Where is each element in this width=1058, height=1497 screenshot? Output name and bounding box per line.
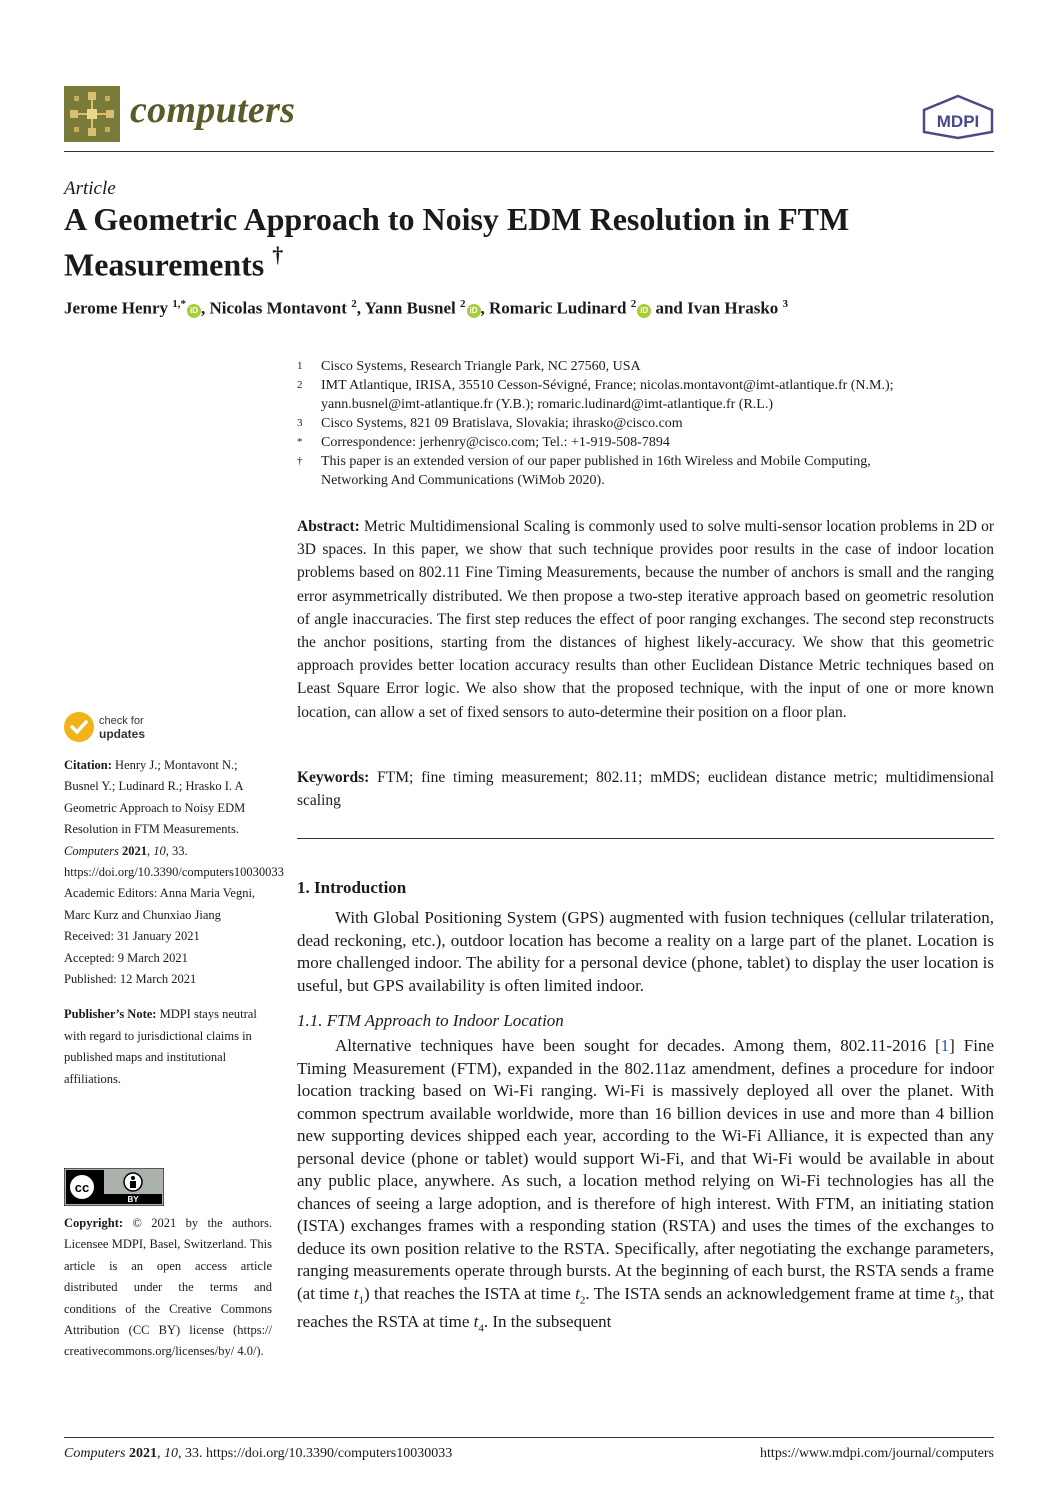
t-var: t	[473, 1312, 479, 1332]
footer-citation: Computers 2021, 10, 33. https://doi.org/10.3390/computers10030033	[64, 1446, 453, 1461]
keywords-label: Keywords:	[297, 769, 370, 786]
affiliation-line: IMT Atlantique, IRISA, 35510 Cesson-Sévigné, France; nicolas.montavont@imt-atlantique.fr (N.M.);	[321, 378, 894, 393]
footer-volume: 10	[163, 1446, 178, 1461]
academic-editors: Academic Editors: Anna Maria Vegni, Marc Kurz and Chunxiao Jiang	[64, 886, 256, 922]
abstract-text: Metric Multidimensional Scaling is commonly used to solve multi-sensor location problems in 2D or 3D spaces. In this paper, we show that such technique provides poor results in the case of indoor location problems based on 802.11 Fine Timing Measurements, because the number of anchors is small and the ranging error asymmetrically distributed. We then propose a two-step iterative approach based on geometric resolution of angle inaccuracies. The first step reduces the effect of poor ranging exchanges. The second step reconstructs the anchor positions, starting from the distances of highest likely-accuracy. We show that this geometric approach provides better location accuracy results than other Euclidean Distance Metric techniques based on Least Square Error logic. We also show that the proposed technique, with the input of one or more known location, can allow a set of fixed sensors to auto-determine their position on a floor plan.	[297, 518, 994, 721]
footer-year: 2021	[128, 1446, 157, 1461]
author-separator: ,	[356, 298, 365, 318]
keywords	[297, 766, 994, 812]
affiliation-item	[297, 376, 997, 414]
check-updates-line1: check for	[99, 715, 144, 727]
affiliation-mark: †	[297, 455, 303, 467]
author-separator: ,	[201, 298, 210, 318]
abstract-label: Abstract:	[297, 518, 360, 535]
t-var: t	[575, 1283, 580, 1303]
author-affiliation-mark: 1,*	[172, 298, 187, 310]
affiliations	[297, 357, 997, 490]
t-var: t	[949, 1283, 955, 1303]
dates	[64, 926, 272, 990]
author-separator: and	[651, 298, 688, 318]
p2-text-a: Alternative techniques have been sought for decades. Among them, 802.11-2016 [	[335, 1036, 941, 1055]
footer-journal-url[interactable]: https://www.mdpi.com/journal/computers	[760, 1446, 994, 1461]
affiliation-line: Cisco Systems, Research Triangle Park, NC 27560, USA	[321, 359, 641, 374]
keywords-text: FTM; fine timing measurement; 802.11; mMDS; euclidean distance metric; multidimensional scaling	[297, 769, 994, 810]
copyright	[64, 1213, 272, 1363]
check-for-updates-button[interactable]	[64, 710, 164, 750]
publisher-logo-icon	[922, 94, 994, 140]
article-type: Article	[64, 178, 116, 199]
p2-text-d: . The ISTA sends an acknowledgement frame at time	[585, 1283, 950, 1303]
p2-text-b: ] Fine Timing Measurement (FTM), expanded in the 802.11az amendment, defines a procedure for indoor location tracking based on Wi-Fi ranging. Wi-Fi is massively deployed all over the planet. With common spectrum available worldwide, more than 16 billion devices in use and more than 4 billion new supporting devices shipped each year, according to the Wi-Fi Alliance, it is expected than any personal device (phone or tablet) would support Wi-Fi, and that Wi-Fi would be available in about any public place, anywhere. As such, a location method relying on Wi-Fi technologies has all the chances of seeing a large adoption, and is therefore of high interest. With FTM, an initiating station (ISTA) exchanges frames with a responding station (RSTA) and uses the times of the exchanges to deduce its own position relative to the RSTA. Specifically, after negotiating the exchange parameters, ranging measurements operate through bursts. At the beginning of each burst, the RSTA sends a frame (at time	[297, 1036, 994, 1303]
affiliation-line: yann.busnel@imt-atlantique.fr (Y.B.); romaric.ludinard@imt-atlantique.fr (R.L.)	[321, 397, 774, 412]
accepted-date: Accepted: 9 March 2021	[64, 950, 188, 965]
citation-journal: Computers	[64, 843, 119, 858]
author-list	[64, 298, 994, 319]
cc-text: cc	[74, 1180, 90, 1195]
citation-text: Henry J.; Montavont N.; Busnel Y.; Ludinard R.; Hrasko I. A Geometric Approach to Noisy EDM Resolution in FTM Measurements.	[64, 758, 246, 837]
paragraph-2	[297, 1035, 994, 1340]
affiliation-item	[297, 357, 997, 376]
author-affiliation-mark: 3	[782, 298, 789, 310]
p2-text-c: ) that reaches the ISTA at time	[364, 1283, 576, 1303]
t-sub-2: 2	[579, 1293, 586, 1306]
author-name: Yann Busnel	[364, 298, 456, 318]
orcid-icon[interactable]: iD	[637, 304, 651, 318]
publisher-note-text: MDPI stays neutral with regard to jurisdictional claims in published maps and institutional affiliations.	[64, 1007, 257, 1086]
by-text: BY	[127, 1195, 139, 1204]
affiliation-line: This paper is an extended version of our paper published in 16th Wireless and Mobile Computing,	[321, 454, 871, 469]
affiliation-item	[297, 414, 997, 433]
check-icon	[64, 712, 94, 742]
title-dagger: †	[272, 242, 284, 267]
cc-by-license-icon[interactable]	[64, 1168, 164, 1206]
author-name: Romaric Ludinard	[489, 298, 627, 318]
affiliation-mark: *	[297, 436, 303, 448]
author-affiliation-mark: 2	[630, 298, 637, 310]
p2-text-e: , that reaches the RSTA at time	[297, 1283, 995, 1332]
title-text: A Geometric Approach to Noisy EDM Resolution in FTM Measurements	[64, 201, 850, 283]
check-updates-line2: updates	[99, 727, 146, 741]
affiliation-item	[297, 433, 997, 452]
affiliation-line: Networking And Communications (WiMob 2020).	[321, 473, 605, 488]
affiliation-mark: 3	[297, 417, 303, 429]
abstract-rule	[297, 838, 994, 839]
author-name: Ivan Hrasko	[687, 298, 779, 318]
citation: Citation: Henry J.; Montavont N.; Busnel Y.; Ludinard R.; Hrasko I. A Geometric Approach to Noisy EDM Resolution in FTM Measurements. Computers 2021, 10, 33. https://doi.org/10.3390/computers10030033	[64, 758, 284, 880]
sidebar	[64, 755, 284, 1090]
t-sub-1: 1	[358, 1293, 365, 1306]
citation-volume: 10	[153, 843, 166, 858]
author-name: Jerome Henry	[64, 298, 169, 318]
author-name: Nicolas Montavont	[209, 298, 347, 318]
footer-rule	[64, 1437, 994, 1438]
section-heading-introduction: 1. Introduction	[297, 878, 407, 897]
orcid-icon[interactable]: iD	[187, 304, 201, 318]
t-sub-4: 4	[478, 1322, 484, 1335]
body-text	[297, 876, 994, 1340]
paragraph-1: With Global Positioning System (GPS) augmented with fusion techniques (cellular trilateration, dead reckoning, etc.), outdoor location has become a reality on a large part of the planet. Location is more challenged indoor. The ability for a personal device (phone, tablet) to display the user location is useful, but GPS availability is often limited indoor.	[297, 908, 994, 995]
orcid-icon[interactable]: iD	[467, 304, 481, 318]
publisher-name: MDPI	[936, 112, 980, 131]
author-affiliation-mark: 2	[351, 298, 357, 310]
citation-doi[interactable]: , 33. https://doi.org/10.3390/computers10030033	[64, 843, 284, 880]
journal-logo-icon	[64, 86, 120, 142]
footer-journal: Computers	[64, 1446, 126, 1461]
article-title	[64, 200, 964, 284]
affiliation-line: Correspondence: jerhenry@cisco.com; Tel.: +1-919-508-7894	[321, 435, 670, 450]
published-date: Published: 12 March 2021	[64, 972, 197, 987]
affiliation-mark: 1	[297, 360, 303, 372]
reference-link[interactable]: 1	[940, 1036, 950, 1055]
abstract	[297, 515, 994, 724]
author-affiliation-mark: 2	[460, 298, 466, 310]
t-var: t	[353, 1283, 359, 1303]
footer-doi[interactable]: , 33. https://doi.org/10.3390/computers10030033	[177, 1446, 453, 1461]
p2-text-f: . In the subsequent	[483, 1312, 612, 1332]
citation-year: 2021	[122, 843, 147, 858]
journal-name: computers	[130, 89, 296, 131]
subsection-heading: 1.1. FTM Approach to Indoor Location	[297, 1011, 564, 1030]
author-separator: ,	[480, 298, 489, 318]
received-date: Received: 31 January 2021	[64, 929, 200, 944]
affiliation-item	[297, 452, 997, 490]
t-sub-3: 3	[954, 1293, 960, 1306]
publisher-note-label: Publisher’s Note:	[64, 1007, 157, 1022]
publisher-note	[64, 1004, 272, 1090]
citation-label: Citation:	[64, 758, 112, 772]
affiliation-mark: 2	[297, 379, 303, 391]
copyright-text: © 2021 by the authors. Licensee MDPI, Basel, Switzerland. This article is an open access article distributed under the terms and conditions of the Creative Commons Attribution (CC BY) license (https:// creativecommons.org/licenses/by/ 4.0/).	[64, 1216, 272, 1359]
affiliation-line: Cisco Systems, 821 09 Bratislava, Slovakia; ihrasko@cisco.com	[321, 416, 683, 431]
header-rule	[64, 151, 994, 152]
copyright-label: Copyright:	[64, 1216, 124, 1230]
